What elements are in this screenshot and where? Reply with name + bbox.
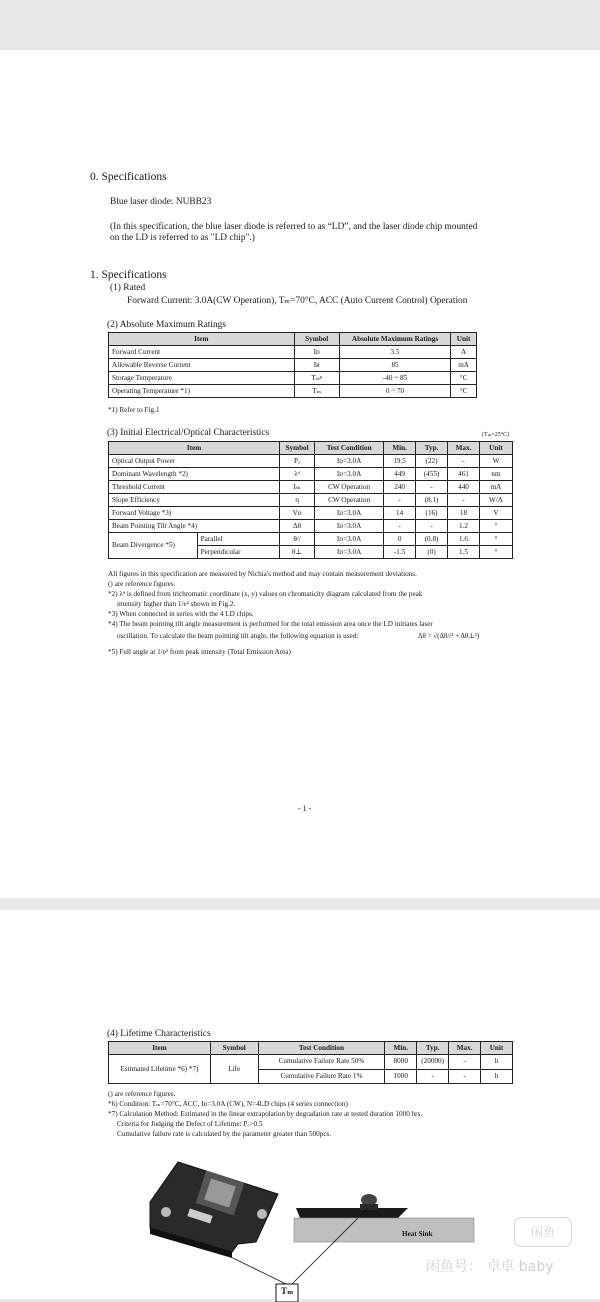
cell: °C (451, 372, 477, 385)
cell: 440 (448, 481, 480, 494)
page-number: - 1 - (298, 804, 312, 813)
life-note-line: Criteria for Judging the Defect of Lifetime: Pₒ>0.5 (108, 1120, 263, 1128)
ld-module-illustration (150, 1162, 278, 1258)
cell: - (384, 494, 416, 507)
table-row (109, 455, 513, 468)
cell: - (448, 455, 480, 468)
cell: 0 ~ 70 (339, 385, 450, 398)
cell: Perpendicular (197, 546, 279, 559)
cell: Storage Temperature (109, 372, 295, 385)
cell: Iᴅ=3.0A (315, 507, 384, 520)
col-header: Unit (479, 442, 512, 455)
cell: Iᴅ (294, 346, 339, 359)
cell: (16) (416, 507, 448, 520)
rated-heading: (1) Rated (110, 283, 146, 293)
col-header: Max. (449, 1042, 481, 1055)
col-header: Item (109, 442, 280, 455)
cell: θ⊥ (280, 546, 315, 559)
cell: ° (479, 520, 512, 533)
cell: Threshold Current (109, 481, 280, 494)
cell: CW Operation (315, 494, 384, 507)
eo-note-line: intensity higher than 1/e² shown in Fig.2. (108, 600, 236, 608)
cell: θ// (280, 533, 315, 546)
cell: Cumulative Failure Rate 1% (258, 1069, 385, 1084)
life-note-line: Cumulative failure rate is calculated by the parameter greater than 500pcs. (108, 1130, 332, 1138)
cell: h (481, 1069, 513, 1084)
eo-note-line: oscillation. To calculate the beam pointing tilt angle, the following equation is used: (108, 632, 359, 640)
col-header: Symbol (210, 1042, 258, 1055)
cell: Iᴅ=3.0A (315, 455, 384, 468)
cell: Slope Efficiency (109, 494, 280, 507)
col-header: Min. (385, 1042, 417, 1055)
cell: V (479, 507, 512, 520)
intro-line-1: (In this specification, the blue laser diode is referred to as “LD”, and the laser diode chip mounted (110, 222, 478, 232)
product-line: Blue laser diode: NUBB23 (110, 197, 212, 207)
eo-table (108, 441, 513, 559)
eo-condition: (Tₘ=25°C) (482, 432, 510, 438)
cell: (22) (416, 455, 448, 468)
cell: mA (451, 359, 477, 372)
cell: Forward Voltage *3) (109, 507, 280, 520)
cell: W/A (479, 494, 512, 507)
cell: 19.5 (384, 455, 416, 468)
col-header: Item (109, 333, 295, 346)
eo-note-line: *4) The beam pointing tilt angle measurement is performed for the total emission area once the LD initiates laser (108, 620, 433, 628)
cell: 1.5 (448, 546, 480, 559)
cell: λᵈ (280, 468, 315, 481)
eo-title: (3) Initial Electrical/Optical Characteristics (107, 428, 270, 438)
table-row (109, 481, 513, 494)
cell: Allowable Reverse Current (109, 359, 295, 372)
cell: Forward Current (109, 346, 295, 359)
cell: 461 (448, 468, 480, 481)
cell: Beam Pointing Tilt Angle *4) (109, 520, 280, 533)
col-header: Min. (384, 442, 416, 455)
rated-text: Forward Current: 3.0A(CW Operation), Tₘ=70°C, ACC (Auto Current Control) Operation (127, 296, 468, 306)
cell: - (416, 520, 448, 533)
tm-label: Tₘ (281, 1286, 294, 1296)
cell: η (280, 494, 315, 507)
cell: Optical Output Power (109, 455, 280, 468)
cell: 1.2 (448, 520, 480, 533)
cell: - (384, 520, 416, 533)
table-row (109, 494, 513, 507)
col-header: Symbol (280, 442, 315, 455)
eo-note-line: *3) When connected in series with the 4 LD chips. (108, 610, 254, 618)
section-1-heading: 1. Specifications (90, 269, 167, 281)
cell: (8.1) (416, 494, 448, 507)
watermark-text: 闲鱼号： 卓卓 baby (426, 1259, 554, 1275)
table-row (109, 507, 513, 520)
lifetime-table (108, 1041, 513, 1084)
cell: A (451, 346, 477, 359)
cell: CW Operation (315, 481, 384, 494)
cell: ° (479, 546, 512, 559)
cell: nm (479, 468, 512, 481)
cell: - (449, 1069, 481, 1084)
lifetime-title: (4) Lifetime Characteristics (107, 1029, 211, 1039)
cell: 3.5 (339, 346, 450, 359)
cell: Estimated Lifetime *6) *7) (109, 1055, 211, 1084)
intro-line-2: on the LD is referred to as "LD chip".) (110, 233, 255, 243)
eo-note-line: () are reference figures. (108, 580, 176, 588)
eo-note-line: All figures in this specification are measured by Nichia's method and may contain measurement deviations. (108, 570, 417, 578)
cell: Cumulative Failure Rate 50% (258, 1055, 385, 1070)
cell: (0.8) (416, 533, 448, 546)
cell: -1.5 (384, 546, 416, 559)
cell: Operating Temperature *1) (109, 385, 295, 398)
life-note-line: *7) Calculation Method: Estimated in the linear extrapolation by degradation rate at tested duration 1000 hrs. (108, 1110, 423, 1118)
heat-sink-illustration (294, 1194, 474, 1242)
col-header: Unit (451, 333, 477, 346)
cell: Beam Divergence *5) (109, 533, 198, 559)
table-row (109, 520, 513, 533)
cell: (455) (416, 468, 448, 481)
col-header: Typ. (417, 1042, 449, 1055)
cell: Iʀ (294, 359, 339, 372)
table-row (109, 533, 513, 546)
heat-sink-label: Heat Sink (402, 1230, 433, 1238)
col-header: Unit (481, 1042, 513, 1055)
abs-max-table (108, 332, 477, 398)
cell: Iᴅ=3.0A (315, 533, 384, 546)
col-header: Absolute Maximum Ratings (339, 333, 450, 346)
cell: 1000 (385, 1069, 417, 1084)
cell: W (479, 455, 512, 468)
cell: - (416, 481, 448, 494)
cell: Iᴅ=3.0A (315, 520, 384, 533)
abs-max-title: (2) Absolute Maximum Ratings (107, 320, 227, 330)
lifetime-figure (0, 1142, 600, 1302)
eo-note-5: *5) Full angle at 1/e² from peak intensity (Total Emission Area) (108, 648, 291, 656)
cell: (20000) (417, 1055, 449, 1070)
cell: Life (210, 1055, 258, 1084)
col-header: Max. (448, 442, 480, 455)
cell: Tₛₜᵍ (294, 372, 339, 385)
col-header: Test Condition (258, 1042, 385, 1055)
cell: Tₘ (294, 385, 339, 398)
cell: Iᴅ=3.0A (315, 468, 384, 481)
cell: Iₜₕ (280, 481, 315, 494)
life-note-line: *6) Condition: Tₘ=70°C, ACC, Iᴅ=3.0A (CW), N=4LD chips (4 series connection) (108, 1100, 348, 1108)
cell: 14 (384, 507, 416, 520)
cell: 0 (384, 533, 416, 546)
cell: - (417, 1069, 449, 1084)
col-header: Typ. (416, 442, 448, 455)
abs-note: *1) Refer to Fig.1 (108, 406, 160, 414)
table-row (109, 468, 513, 481)
section-0-heading: 0. Specifications (90, 171, 167, 183)
cell: 1.6 (448, 533, 480, 546)
cell: 240 (384, 481, 416, 494)
cell: Δθ (280, 520, 315, 533)
cell: (0) (416, 546, 448, 559)
cell: - (449, 1055, 481, 1070)
eo-note-line: *2) λᵈ is defined from trichromatic coordinate (x, y) values on chromaticity diagram calculated from the peak (108, 590, 423, 598)
col-header: Test Condition (315, 442, 384, 455)
cell: -40 ~ 85 (339, 372, 450, 385)
table-row (109, 372, 477, 385)
cell: Vᴅ (280, 507, 315, 520)
cell: 85 (339, 359, 450, 372)
watermark-logo: 闲鱼 (514, 1217, 572, 1247)
cell: °C (451, 385, 477, 398)
cell: 8000 (385, 1055, 417, 1070)
cell: 449 (384, 468, 416, 481)
page-2 (0, 910, 600, 1299)
cell: mA (479, 481, 512, 494)
cell: 18 (448, 507, 480, 520)
table-row (109, 359, 477, 372)
cell: Dominant Wavelength *2) (109, 468, 280, 481)
life-note-line: () are reference figures. (108, 1090, 176, 1098)
table-row (109, 1055, 513, 1070)
cell: ° (479, 533, 512, 546)
tilt-angle-equation: Δθ = √(Δθ//² + Δθ⊥²) (418, 632, 480, 640)
cell: Pₒ (280, 455, 315, 468)
col-header: Item (109, 1042, 211, 1055)
cell: - (448, 494, 480, 507)
col-header: Symbol (294, 333, 339, 346)
cell: Iᴅ=3.0A (315, 546, 384, 559)
table-row (109, 385, 477, 398)
cell: h (481, 1055, 513, 1070)
page-1 (0, 50, 600, 898)
cell: Parallel (197, 533, 279, 546)
table-row (109, 346, 477, 359)
